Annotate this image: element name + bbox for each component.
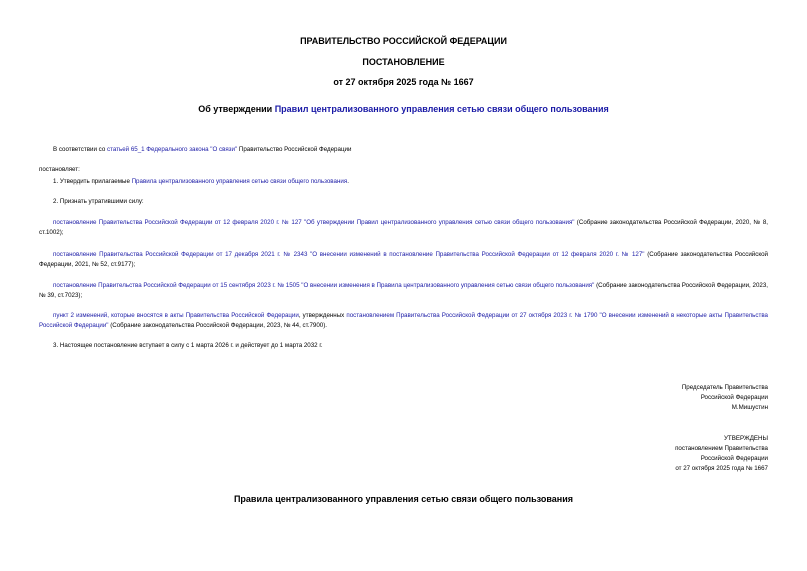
- document-title: [0, 104, 807, 114]
- title-prefix: Об утверждении: [198, 104, 275, 114]
- signature-line-1: Председатель Правительства: [681, 384, 768, 391]
- signature-line-3: М.Мишустин: [731, 404, 768, 411]
- paragraph-repeal-4: [39, 311, 768, 331]
- p8-suffix: (Собрание законодательства Российской Федерации, 2023, № 44, ст.7900).: [108, 322, 328, 329]
- p1-suffix: Правительство Российской Федерации: [237, 146, 352, 153]
- paragraph-item-2: 2. Признать утратившими силу:: [53, 198, 144, 205]
- p1-prefix: В соответствии со: [53, 146, 107, 153]
- approval-line-3: Российской Федерации: [700, 455, 768, 462]
- paragraph-repeal-3: [39, 281, 768, 301]
- repeal-link-4a[interactable]: пункт 2 изменений, которые вносятся в акты Правительства Российской Федерации: [53, 312, 299, 319]
- paragraph-item-1: [39, 177, 768, 187]
- approval-line-2: постановлением Правительства: [675, 445, 768, 452]
- p3-prefix: 1. Утвердить прилагаемые: [53, 178, 132, 185]
- rules-heading: Правила централизованного управления сетью связи общего пользования: [233, 494, 574, 504]
- approval-line-1: УТВЕРЖДЕНЫ: [724, 435, 768, 442]
- paragraph-basis: [39, 145, 768, 155]
- signature-block: [468, 383, 768, 413]
- title-link[interactable]: Правил централизованного управления сетью связи общего пользования: [274, 104, 609, 114]
- p7-suffix: (Собрание законодательства Российской Федерации, 2023, № 39, ст.7023);: [39, 282, 768, 299]
- p3-suffix: .: [347, 178, 349, 185]
- p8-mid: , утвержденных: [298, 312, 347, 319]
- repeal-link-1[interactable]: постановление Правительства Российской Федерации от 12 февраля 2020 г. № 127 "Об утверждении Правил централизованного управления сетью связи общего пользования": [53, 219, 575, 226]
- approval-line-4: от 27 октября 2025 года № 1667: [675, 465, 768, 472]
- government-heading: ПРАВИТЕЛЬСТВО РОССИЙСКОЙ ФЕДЕРАЦИИ: [300, 36, 507, 46]
- paragraph-item-3: 3. Настоящее постановление вступает в силу с 1 марта 2026 г. и действует до 1 марта 2032 г.: [53, 342, 323, 349]
- paragraph-repeal-2: [39, 250, 768, 270]
- approval-block: [468, 434, 768, 474]
- p6-suffix: (Собрание законодательства Российской Федерации, 2021, № 52, ст.9177);: [39, 251, 768, 268]
- law-link[interactable]: статьей 65_1 Федерального закона "О связи": [106, 146, 238, 153]
- doc-type-heading: ПОСТАНОВЛЕНИЕ: [362, 57, 445, 67]
- doc-date-heading: от 27 октября 2025 года № 1667: [333, 77, 474, 87]
- repeal-link-2[interactable]: постановление Правительства Российской Федерации от 17 декабря 2021 г. № 2343 "О внесении изменений в постановление Правительства Российской Федерации от 12 февраля 2020 г. № 127": [53, 251, 645, 258]
- paragraph-repeal-1: [39, 218, 768, 238]
- repeal-link-4b[interactable]: постановлением Правительства Российской Федерации от 27 октября 2023 г. № 1790 "О внесении изменений в некоторые акты Правительства Российской Федерации": [39, 312, 768, 329]
- repeal-link-3[interactable]: постановление Правительства Российской Федерации от 15 сентября 2023 г. № 1505 "О внесении изменения в Правила централизованного управления сетью связи общего пользования": [53, 282, 595, 289]
- paragraph-decree: постановляет:: [39, 166, 80, 173]
- rules-link[interactable]: Правила централизованного управления сетью связи общего пользования: [131, 178, 348, 185]
- p5-suffix: (Собрание законодательства Российской Федерации, 2020, № 8, ст.1002);: [39, 219, 768, 236]
- signature-line-2: Российской Федерации: [700, 394, 768, 401]
